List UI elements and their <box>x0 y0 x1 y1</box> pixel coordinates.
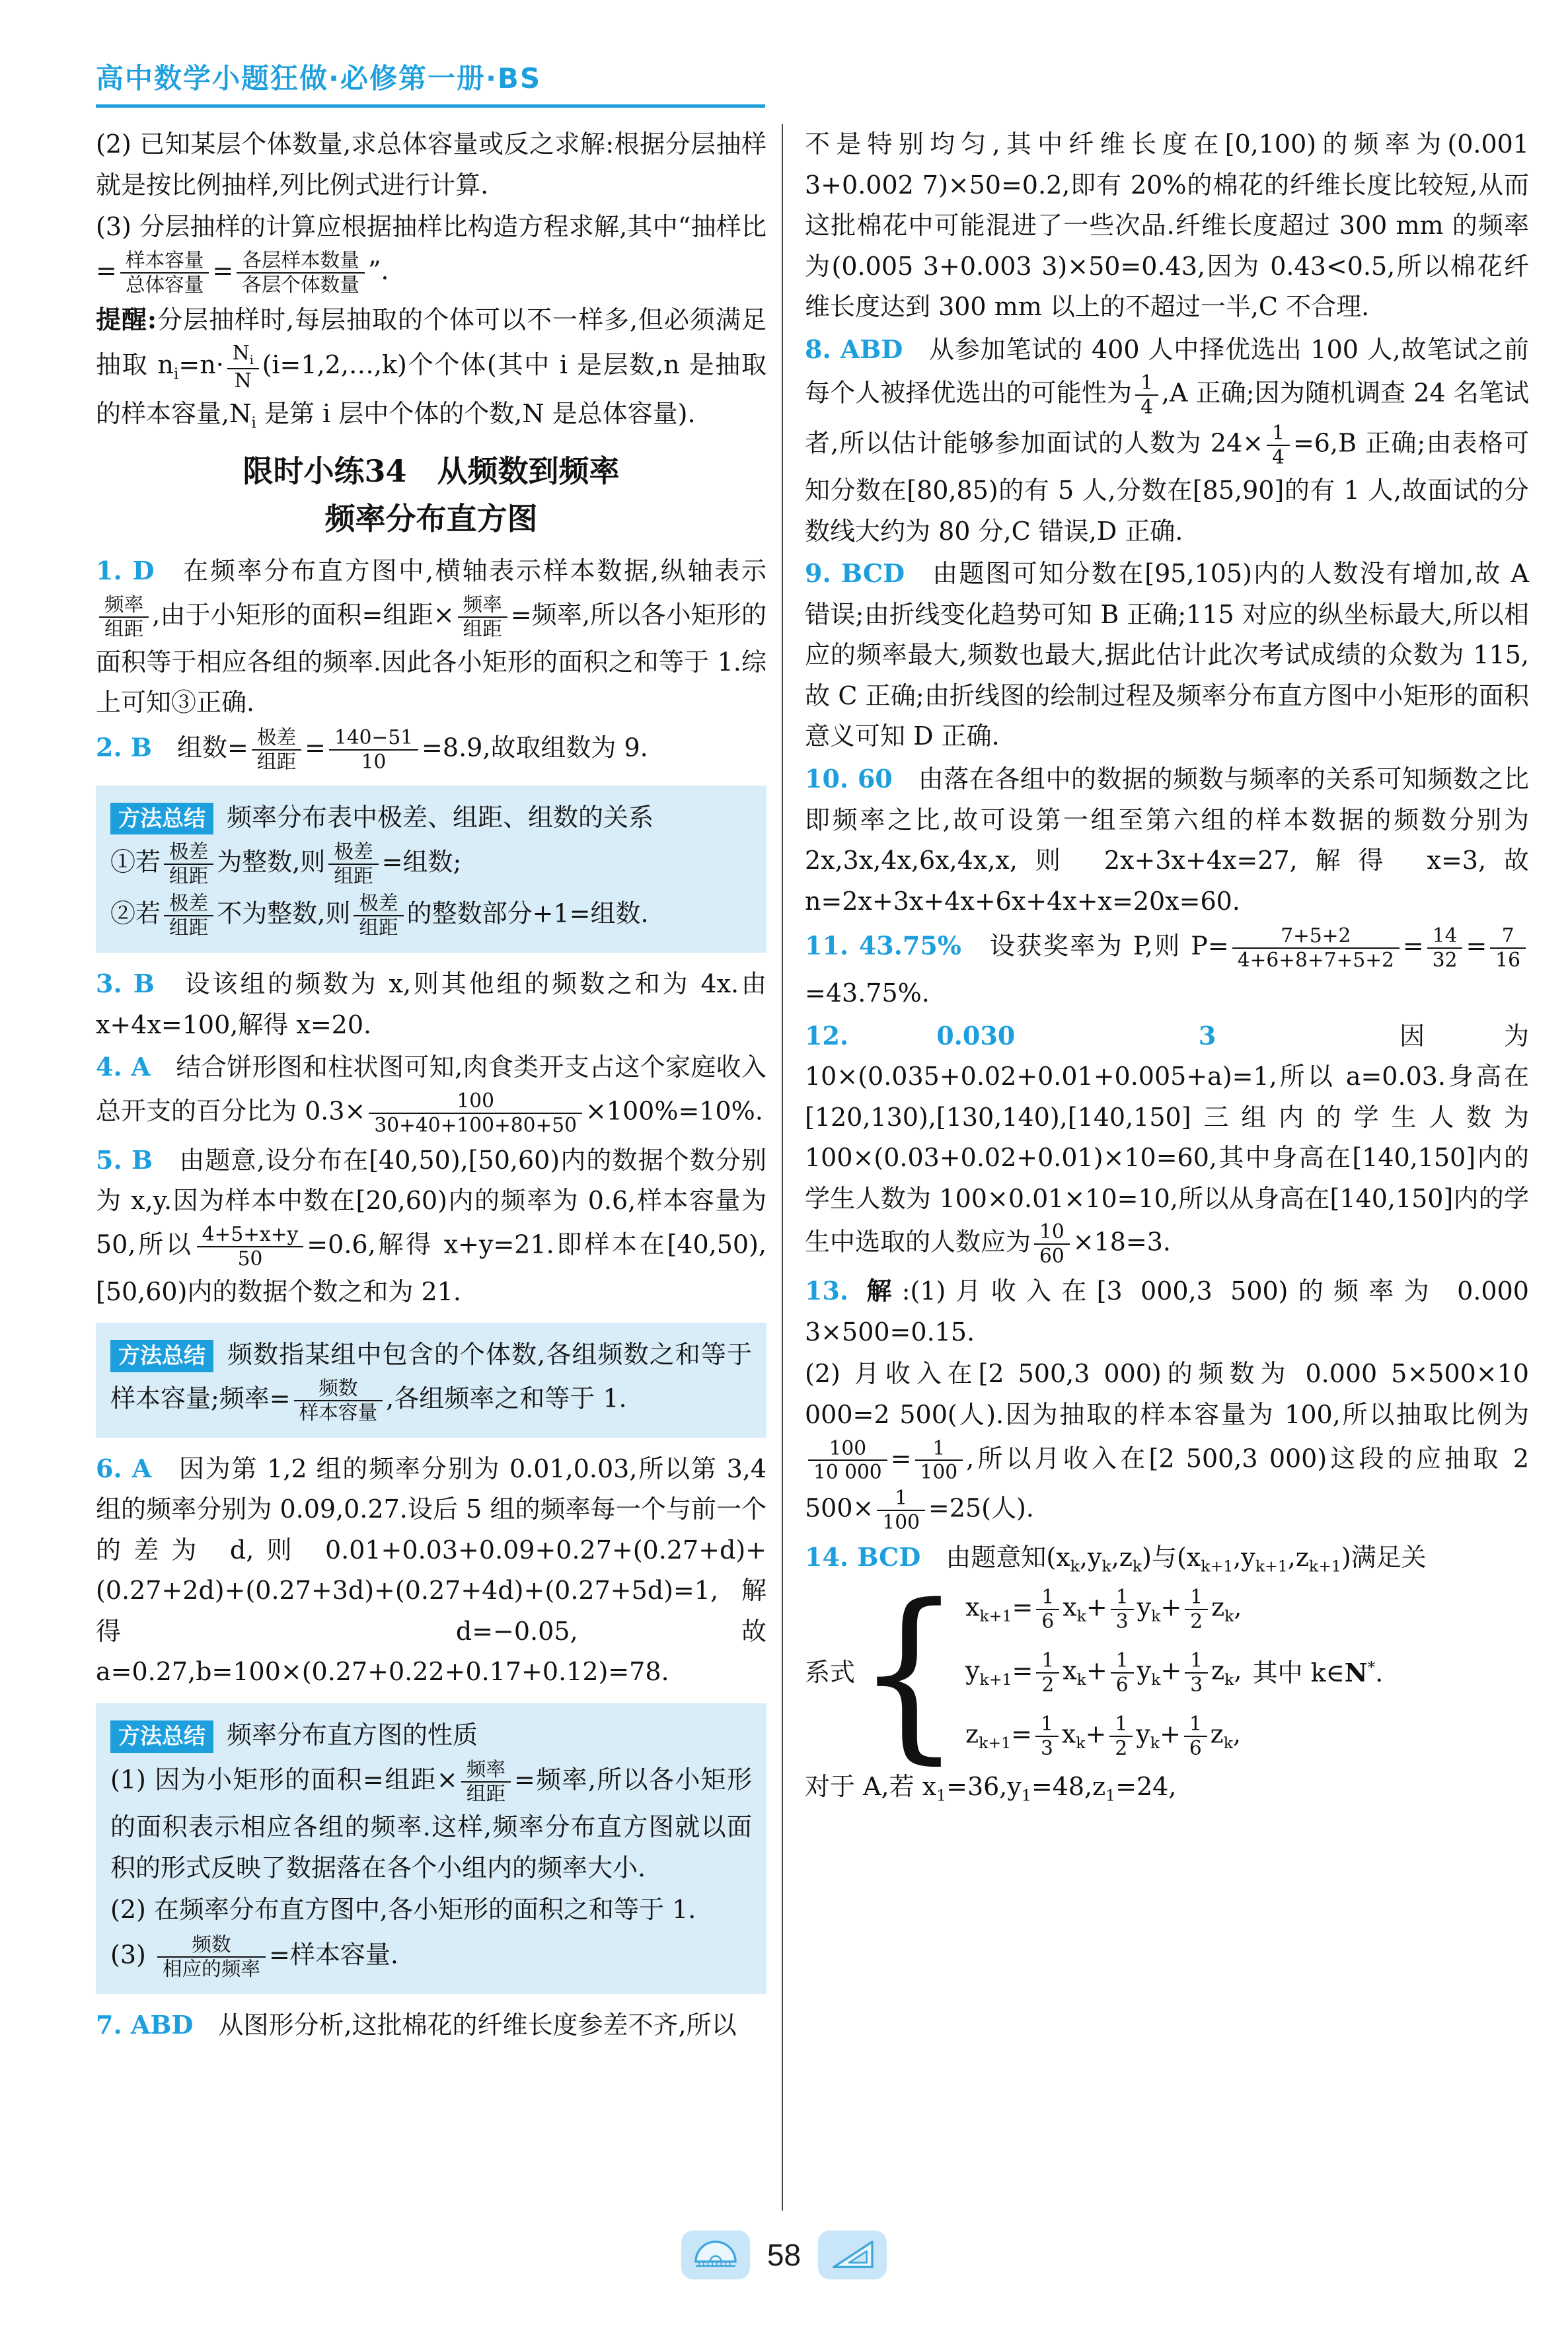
text-paragraph: 不是特别均匀,其中纤维长度在[0,100)的频率为(0.001 3+0.002 7)×50=0.2,即有 20%的棉花的纤维长度比较短,从而这批棉花中可能混进了一些次品.纤维长度超过 300 mm 的频率为(0.005 3+0.003 3)×50=0.43,因为 0.43<0.5,所以棉花纤维长度达到 300 mm 以上的不超过一半,C 不合理. <box>805 129 1529 322</box>
subscript: 1 <box>1105 1786 1116 1805</box>
answer-label: 5. B <box>96 1144 153 1175</box>
answer-label: 9. BCD <box>805 558 905 589</box>
answer-label: 13. <box>805 1276 849 1306</box>
page-number: 58 <box>766 2238 802 2272</box>
equation-line: $z_{k+1}=$ $\frac{1}{3}$ $x_k+$ $\frac{1}{2}$ $y_k+$ $\frac{1}{6}$ $z_k$, <box>965 1712 1242 1759</box>
fraction: $\frac{10}{60}$ <box>1034 1220 1070 1268</box>
fraction: $\frac{7}{16}$ <box>1490 924 1526 972</box>
system-brace: { <box>856 1565 962 1781</box>
subscript: k <box>1150 1734 1160 1753</box>
column-divider <box>782 124 783 2211</box>
answer-label: 12. 0.030 3 <box>805 1020 1216 1051</box>
method-summary-box <box>96 1323 766 1437</box>
fraction: $\frac{\text{频数}}{\text{样本容量}}$ <box>294 1377 383 1424</box>
subscript: i <box>173 364 179 383</box>
system-label: 系式 <box>805 1658 856 1687</box>
method-paragraph: (2) 在频率分布直方图中,各小矩形的面积之和等于 1. <box>110 1895 696 1925</box>
protractor-icon <box>681 2231 750 2279</box>
subscript: k <box>1224 1670 1234 1689</box>
subscript: k <box>1224 1607 1234 1626</box>
method-paragraph: ①若 $\frac{\text{极差}}{\text{组距}}$ 为整数,则 $\frac{\text{极差}}{\text{组距}}$ =组数; <box>110 840 462 888</box>
subscript: k <box>1070 1557 1080 1576</box>
subscript: k <box>1076 1670 1086 1689</box>
fraction: $\frac{\text{极差}}{\text{组距}}$ <box>164 892 213 940</box>
text-paragraph: 12. 0.030 3 因为 10×(0.035+0.02+0.01+0.005+a)=1,所以 a=0.03.身高在[120,130),[130,140),[140,150]三组内的学生人数为 100×(0.03+0.02+0.01)×10=60,其中身高在[140,150]内的学生人数为 100×0.01×10=10,所以从身高在[140,150]内的学生中选取的人数应为 $\frac{10}{60}$ ×18=3. <box>805 1020 1529 1268</box>
method-badge: 方法总结 <box>110 1720 213 1753</box>
system-condition: 其中 k∈N*. <box>1252 1657 1384 1687</box>
section-heading-line: 频率分布直方图 <box>324 500 538 536</box>
fraction: $\frac{1}{6}$ <box>1111 1649 1134 1697</box>
fraction: $\frac{1}{6}$ <box>1036 1586 1059 1633</box>
equation-line: $y_{k+1}=$ $\frac{1}{2}$ $x_k+$ $\frac{1}{6}$ $y_k+$ $\frac{1}{3}$ $z_k$, <box>965 1648 1242 1697</box>
subscript: k <box>1151 1607 1161 1626</box>
answer-label: 11. 43.75% <box>805 930 961 961</box>
fraction: $\frac{100}{10 000}$ <box>808 1437 887 1485</box>
subscript: k+1 <box>1201 1557 1234 1576</box>
text-paragraph: 3. B 设该组的频数为 x,则其他组的频数之和为 4x.由 x+4x=100,解得 x=20. <box>96 968 766 1039</box>
text-paragraph: 2. B 组数= $\frac{\text{极差}}{\text{组距}}$ = $\frac{140-51}{10}$ =8.9,故取组数为 9. <box>96 725 648 773</box>
supscript: * <box>1367 1658 1376 1677</box>
subscript: k+1 <box>1308 1557 1341 1576</box>
fraction: $\frac{\text{频率}}{\text{组距}}$ <box>458 593 507 641</box>
fraction: $\frac{1}{100}$ <box>877 1487 925 1534</box>
fraction: $\frac{7+5+2}{4+6+8+7+5+2}$ <box>1232 924 1400 972</box>
text-paragraph: 8. ABD 从参加笔试的 400 人中择优选出 100 人,故笔试之前每个人被择优选出的可能性为 $\frac{1}{4}$ ,A 正确;因为随机调查 24 名笔试者,所以估计能够参加面试的人数为 24× $\frac{1}{4}$ =6,B 正确;由表格可知分数在[80,85)的有 5 人,分数在[85,90]的有 1 人,故面试的分数线大约为 80 分,C 错误,D 正确. <box>805 334 1530 546</box>
subscript: i <box>251 413 256 432</box>
text-paragraph: (2) 已知某层个体数量,求总体容量或反之求解:根据分层抽样就是按比例抽样,列比例式进行计算. <box>96 129 766 200</box>
fraction: $\frac{140-51}{10}$ <box>329 726 418 774</box>
method-lead: 方法总结 频数指某组中包含的个体数,各组频数之和等于样本容量;频率= $\frac{\text{频数}}{\text{样本容量}}$ ,各组频率之和等于 1. <box>110 1340 752 1424</box>
fraction: $\frac{\text{频率}}{\text{组距}}$ <box>99 593 149 641</box>
answer-label: 7. ABD <box>96 2009 194 2040</box>
fraction: $\frac{100}{30+40+100+80+50}$ <box>369 1089 582 1137</box>
fraction: $\frac{\text{各层样本数量}}{\text{各层个体数量}}$ <box>237 249 365 297</box>
fraction: $\frac{14}{32}$ <box>1427 924 1463 972</box>
fraction: $\frac{\text{频数}}{\text{相应的频率}}$ <box>157 1933 266 1981</box>
answer-label: 4. A <box>96 1052 151 1082</box>
system-equations <box>965 1584 1242 1761</box>
text-paragraph: 11. 43.75% 设获奖率为 P,则 P= $\frac{7+5+2}{4+6+8+7+5+2}$ = $\frac{14}{32}$ = $\frac{7}{16}$ =43.75%. <box>805 923 1529 1014</box>
left-column <box>96 123 766 2048</box>
fraction: $\frac{4+5+x+y}{50}$ <box>197 1223 304 1271</box>
answer-label: 8. ABD <box>805 334 903 364</box>
fraction: $\frac{1}{4}$ <box>1135 371 1158 419</box>
fraction: $\frac{1}{100}$ <box>915 1437 963 1485</box>
subscript: k <box>1223 1734 1233 1753</box>
text-paragraph: 4. A 结合饼形图和柱状图可知,肉食类开支占这个家庭收入总开支的百分比为 0.3× $\frac{100}{30+40+100+80+50}$ ×100%=10%. <box>96 1052 766 1136</box>
text-paragraph: 13. 解:(1)月收入在[3 000,3 500)的频率为 0.000 3×500=0.15. <box>805 1276 1529 1347</box>
equation-line: $x_{k+1}=$ $\frac{1}{6}$ $x_k+$ $\frac{1}{3}$ $y_k+$ $\frac{1}{2}$ $z_k$, <box>965 1585 1242 1633</box>
subscript: k <box>1132 1557 1142 1576</box>
fraction: $\frac{1}{3}$ <box>1111 1586 1134 1633</box>
footer <box>0 2231 1568 2279</box>
fraction: $\frac{1}{4}$ <box>1267 422 1290 469</box>
answer-label: 6. A <box>96 1453 152 1483</box>
fraction: $\frac{\text{极差}}{\text{组距}}$ <box>252 726 301 774</box>
text-paragraph: 14. BCD 由题意知$(x_k,y_k,z_k)$与$(x_{k+1},y_{k+1},z_{k+1})$满足关 <box>805 1542 1427 1576</box>
fraction: $\frac{N_i}{N}$ <box>227 342 259 392</box>
fraction: $\frac{\text{极差}}{\text{组距}}$ <box>328 840 378 888</box>
fraction: $\frac{1}{3}$ <box>1185 1649 1208 1697</box>
text-paragraph: 对于 A,若 $x_1=36,y_1=48,z_1=24$, <box>805 1771 1177 1805</box>
section-heading <box>96 448 766 542</box>
text-paragraph: 1. D 在频率分布直方图中,横轴表示样本数据,纵轴表示 $\frac{\text{频率}}{\text{组距}}$ ,由于小矩形的面积=组距× $\frac{\text{频率}}{\text{组距}}$ =频率,所以各小矩形的面积等于相应各组的频率.因此各小矩形的面积之和等于 1.综上可知③正确. <box>96 556 766 718</box>
text-paragraph: 7. ABD 从图形分析,这批棉花的纤维长度参差不齐,所以 <box>96 2009 737 2040</box>
method-paragraph: ②若 $\frac{\text{极差}}{\text{组距}}$ 不为整数,则 $\frac{\text{极差}}{\text{组距}}$ 的整数部分+1=组数. <box>110 891 649 939</box>
method-paragraph: (1) 因为小矩形的面积=组距× $\frac{\text{频率}}{\text{组距}}$ =频率,所以各小矩形的面积表示相应各组的频率.这样,频率分布直方图就以面积的形式反映了数据落在各个小组内的频率大小. <box>110 1757 753 1882</box>
subscript: k <box>1076 1607 1086 1626</box>
equation-system <box>805 1565 1529 1781</box>
text-paragraph: 9. BCD 由题图可知分数在[95,105)内的人数没有增加,故 A 错误;由折线变化趋势可知 B 正确;115 对应的纵坐标最大,所以相应的频率最大,频数也最大,据此估计此次考试成绩的众数为 115,故 C 正确;由折线图的绘制过程及频率分布直方图中小矩形的面积意义可知 D 正确. <box>805 558 1529 751</box>
subscript: k+1 <box>1255 1557 1288 1576</box>
method-badge: 方法总结 <box>110 803 213 835</box>
fraction: $\frac{\text{极差}}{\text{组距}}$ <box>354 892 403 940</box>
fraction: $\frac{\text{样本容量}}{\text{总体容量}}$ <box>120 249 209 297</box>
text-paragraph: (3) 分层抽样的计算应根据抽样比构造方程求解,其中“抽样比= $\frac{\text{样本容量}}{\text{总体容量}}$ = $\frac{\text{各层样本数量}}{\text{各层个体数量}}$ ”. <box>96 212 766 296</box>
set-square-icon <box>818 2231 887 2279</box>
subscript: k+1 <box>979 1607 1012 1626</box>
method-lead: 方法总结 频率分布表中极差、组距、组数的关系 <box>110 797 752 838</box>
bold-text: 解 <box>866 1276 902 1306</box>
bold-text: 提醒: <box>96 304 157 334</box>
method-paragraph: (3) $\frac{\text{频数}}{\text{相应的频率}}$ =样本容量. <box>110 1933 398 1980</box>
fraction: $\frac{1}{3}$ <box>1035 1713 1059 1760</box>
section-heading-line: 限时小练34 从频数到频率 <box>243 453 620 490</box>
answer-label: 3. B <box>96 968 155 998</box>
fraction: $\frac{1}{2}$ <box>1036 1649 1059 1697</box>
method-summary-box <box>96 1703 766 1994</box>
method-summary-box <box>96 786 766 953</box>
bold-text: N <box>1344 1657 1368 1687</box>
fraction: $\frac{1}{2}$ <box>1185 1586 1208 1633</box>
fraction: $\frac{\text{频率}}{\text{组距}}$ <box>461 1758 511 1806</box>
subscript: k+1 <box>979 1734 1012 1753</box>
page-header-title: 高中数学小题狂做·必修第一册·BS <box>96 62 542 94</box>
header-underline <box>96 104 765 108</box>
fraction: $\frac{1}{6}$ <box>1184 1713 1207 1760</box>
method-lead: 方法总结 频率分布直方图的性质 <box>110 1715 752 1756</box>
subscript: 1 <box>936 1786 947 1805</box>
fraction: $\frac{1}{2}$ <box>1109 1713 1133 1760</box>
answer-label: 1. D <box>96 556 155 586</box>
subscript: k <box>1076 1734 1086 1753</box>
subscript: k+1 <box>979 1670 1012 1689</box>
subscript: k <box>1151 1670 1161 1689</box>
answer-label: 14. BCD <box>805 1542 921 1572</box>
text-paragraph: 5. B 由题意,设分布在[40,50),[50,60)内的数据个数分别为 x,y.因为样本中数在[20,60)内的频率为 0.6,样本容量为 50,所以 $\frac{4+5+x+y}{50}$ =0.6,解得 x+y=21.即样本在[40,50),[50,60)内的数据个数之和为 21. <box>96 1144 766 1306</box>
text-paragraph: 提醒:分层抽样时,每层抽取的个体可以不一样多,但必须满足抽取 $n_i=n\cdot$ $\frac{N_i}{N}$ (i=1,2,…,k)个个体(其中 i 是层数,n 是抽取的样本容量$,N_i$ 是第 i 层中个体的个数,N 是总体容量). <box>96 304 767 432</box>
text-paragraph: (2) 月收入在[2 500,3 000)的频数为 0.000 5×500×10 000=2 500(人).因为抽取的样本容量为 100,所以抽取比例为 $\frac{100}{10 000}$ = $\frac{1}{100}$ ,所以月收入在[2 500,3 000)这段的应抽取 2 500× $\frac{1}{100}$ =25(人). <box>805 1359 1529 1534</box>
fraction: $\frac{\text{极差}}{\text{组距}}$ <box>164 840 213 888</box>
subscript: k <box>1101 1557 1111 1576</box>
method-badge: 方法总结 <box>110 1340 213 1372</box>
right-column <box>805 123 1529 1810</box>
subscript: i <box>249 353 254 368</box>
answer-label: 2. B <box>96 732 153 762</box>
text-paragraph: 6. A 因为第 1,2 组的频率分别为 0.01,0.03,所以第 3,4 组的频率分别为 0.09,0.27.设后 5 组的频率每一个与前一个的差为 d,则 0.01+0.03+0.09+0.27+(0.27+d)+(0.27+2d)+(0.27+3d)+(0.27+4d)+(0.27+5d)=1,解得 d=−0.05,故 a=0.27,b=100×(0.27+0.22+0.17+0.12)=78. <box>96 1453 766 1687</box>
subscript: 1 <box>1021 1786 1031 1805</box>
answer-label: 10. 60 <box>805 763 893 793</box>
text-paragraph: 10. 60 由落在各组中的数据的频数与频率的关系可知频数之比即频率之比,故可设第一组至第六组的样本数据的频数分别为 2x,3x,4x,6x,4x,x,则 2x+3x+4x=27,解得 x=3,故 n=2x+3x+4x+6x+4x+x=20x=60. <box>805 763 1529 916</box>
